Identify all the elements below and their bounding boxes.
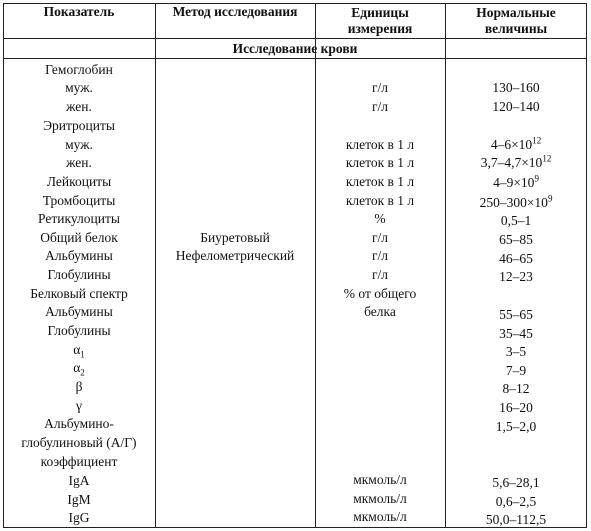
row-indicator: IgG <box>68 510 90 525</box>
row-normal-exponent: 9 <box>547 193 553 204</box>
header-normal-line2: величины <box>484 21 548 36</box>
header-normal <box>446 4 586 38</box>
header-indicator-label: Показатель <box>43 4 115 19</box>
row-units: г/л <box>371 99 389 114</box>
row-normal: 0,5–1 <box>500 213 532 228</box>
header-units-line2: измерения <box>347 21 413 36</box>
row-indicator: Глобулины <box>47 323 111 338</box>
row-units: % <box>374 211 386 226</box>
row-indicator <box>4 341 154 359</box>
header-units <box>316 4 444 38</box>
greek-subscript: 1 <box>80 349 85 360</box>
row-normal: 65–85 <box>499 232 533 247</box>
row-normal-value: 250–300×10 <box>479 195 548 210</box>
row-normal: 35–45 <box>499 326 533 341</box>
row-normal-exponent: 12 <box>542 153 552 164</box>
row-normal: 12–23 <box>499 269 533 284</box>
row-indicator: Тромбоциты <box>42 193 116 208</box>
row-normal-value: 4–6×10 <box>490 137 533 152</box>
row-indicator: Альбумины <box>45 304 113 319</box>
row-normal: 0,6–2,5 <box>495 494 537 509</box>
row-units: клеток в 1 л <box>345 155 415 170</box>
row-units: мкмоль/л <box>353 472 407 487</box>
row-indicator: Эритроциты <box>43 118 115 133</box>
greek-letter: α <box>73 360 81 375</box>
row-normal: 3–5 <box>505 344 527 359</box>
row-units: г/л <box>371 230 389 245</box>
row-normal <box>446 154 586 172</box>
row-normal-exponent: 12 <box>532 135 542 146</box>
row-units: мкмоль/л <box>353 509 407 524</box>
row-units: клеток в 1 л <box>345 174 415 189</box>
row-indicator: Лейкоциты <box>46 174 112 189</box>
row-normal <box>446 136 586 154</box>
section-title: Исследование крови <box>232 41 358 56</box>
header-indicator <box>4 4 154 38</box>
header-method <box>156 4 314 38</box>
row-normal: 1,5–2,0 <box>495 419 537 434</box>
greek-subscript: 2 <box>80 367 85 378</box>
row-units: мкмоль/л <box>353 491 407 506</box>
row-indicator: глобулиновый (А/Г) <box>21 435 137 450</box>
row-units: клеток в 1 л <box>345 137 415 152</box>
row-indicator: Гемоглобин <box>45 62 113 77</box>
row-indicator: коэффициент <box>40 454 118 469</box>
row-normal: 120–140 <box>492 99 540 114</box>
row-indicator: муж. <box>65 137 93 152</box>
row-units: г/л <box>371 267 389 282</box>
section-rule <box>3 58 587 59</box>
row-normal: 55–65 <box>499 307 533 322</box>
row-indicator: Общий белок <box>40 230 118 245</box>
row-method: Биуретовый <box>200 230 270 245</box>
row-indicator: Альбумино- <box>44 416 114 431</box>
column-divider <box>155 3 156 528</box>
row-normal: 130–160 <box>492 80 540 95</box>
row-normal: 16–20 <box>499 400 533 415</box>
row-normal-exponent: 9 <box>534 173 539 184</box>
row-normal-value: 4–9×10 <box>493 175 535 190</box>
row-normal: 46–65 <box>499 251 533 266</box>
row-units: клеток в 1 л <box>345 193 415 208</box>
row-indicator: IgA <box>68 473 90 488</box>
row-normal: 50,0–112,5 <box>485 512 547 527</box>
row-indicator: Глобулины <box>47 267 111 282</box>
row-indicator: γ <box>76 398 82 413</box>
row-indicator: жен. <box>66 155 92 170</box>
row-indicator: Ретикулоциты <box>38 211 120 226</box>
row-normal: 8–12 <box>502 381 530 396</box>
row-indicator <box>4 359 154 377</box>
row-units: г/л <box>371 248 389 263</box>
header-normal-line1: Нормальные <box>476 5 556 20</box>
row-units: белка <box>364 304 396 319</box>
row-units: г/л <box>371 80 389 95</box>
header-units-line1: Единицы <box>351 5 409 20</box>
header-method-label: Метод исследования <box>172 4 298 19</box>
row-indicator: муж. <box>65 80 93 95</box>
row-indicator: Белковый спектр <box>30 286 128 301</box>
row-normal: 7–9 <box>505 363 527 378</box>
row-normal: 5,6–28,1 <box>492 475 540 490</box>
row-units: % от общего <box>343 286 417 301</box>
row-normal <box>446 174 586 192</box>
row-method: Нефелометрический <box>175 248 295 263</box>
row-indicator: Альбумины <box>45 248 113 263</box>
row-normal <box>446 194 586 212</box>
row-indicator: жен. <box>66 99 92 114</box>
row-indicator: β <box>75 379 83 394</box>
row-indicator: IgM <box>67 492 91 507</box>
row-normal-value: 3,7–4,7×10 <box>480 155 543 170</box>
greek-letter: α <box>73 342 81 357</box>
